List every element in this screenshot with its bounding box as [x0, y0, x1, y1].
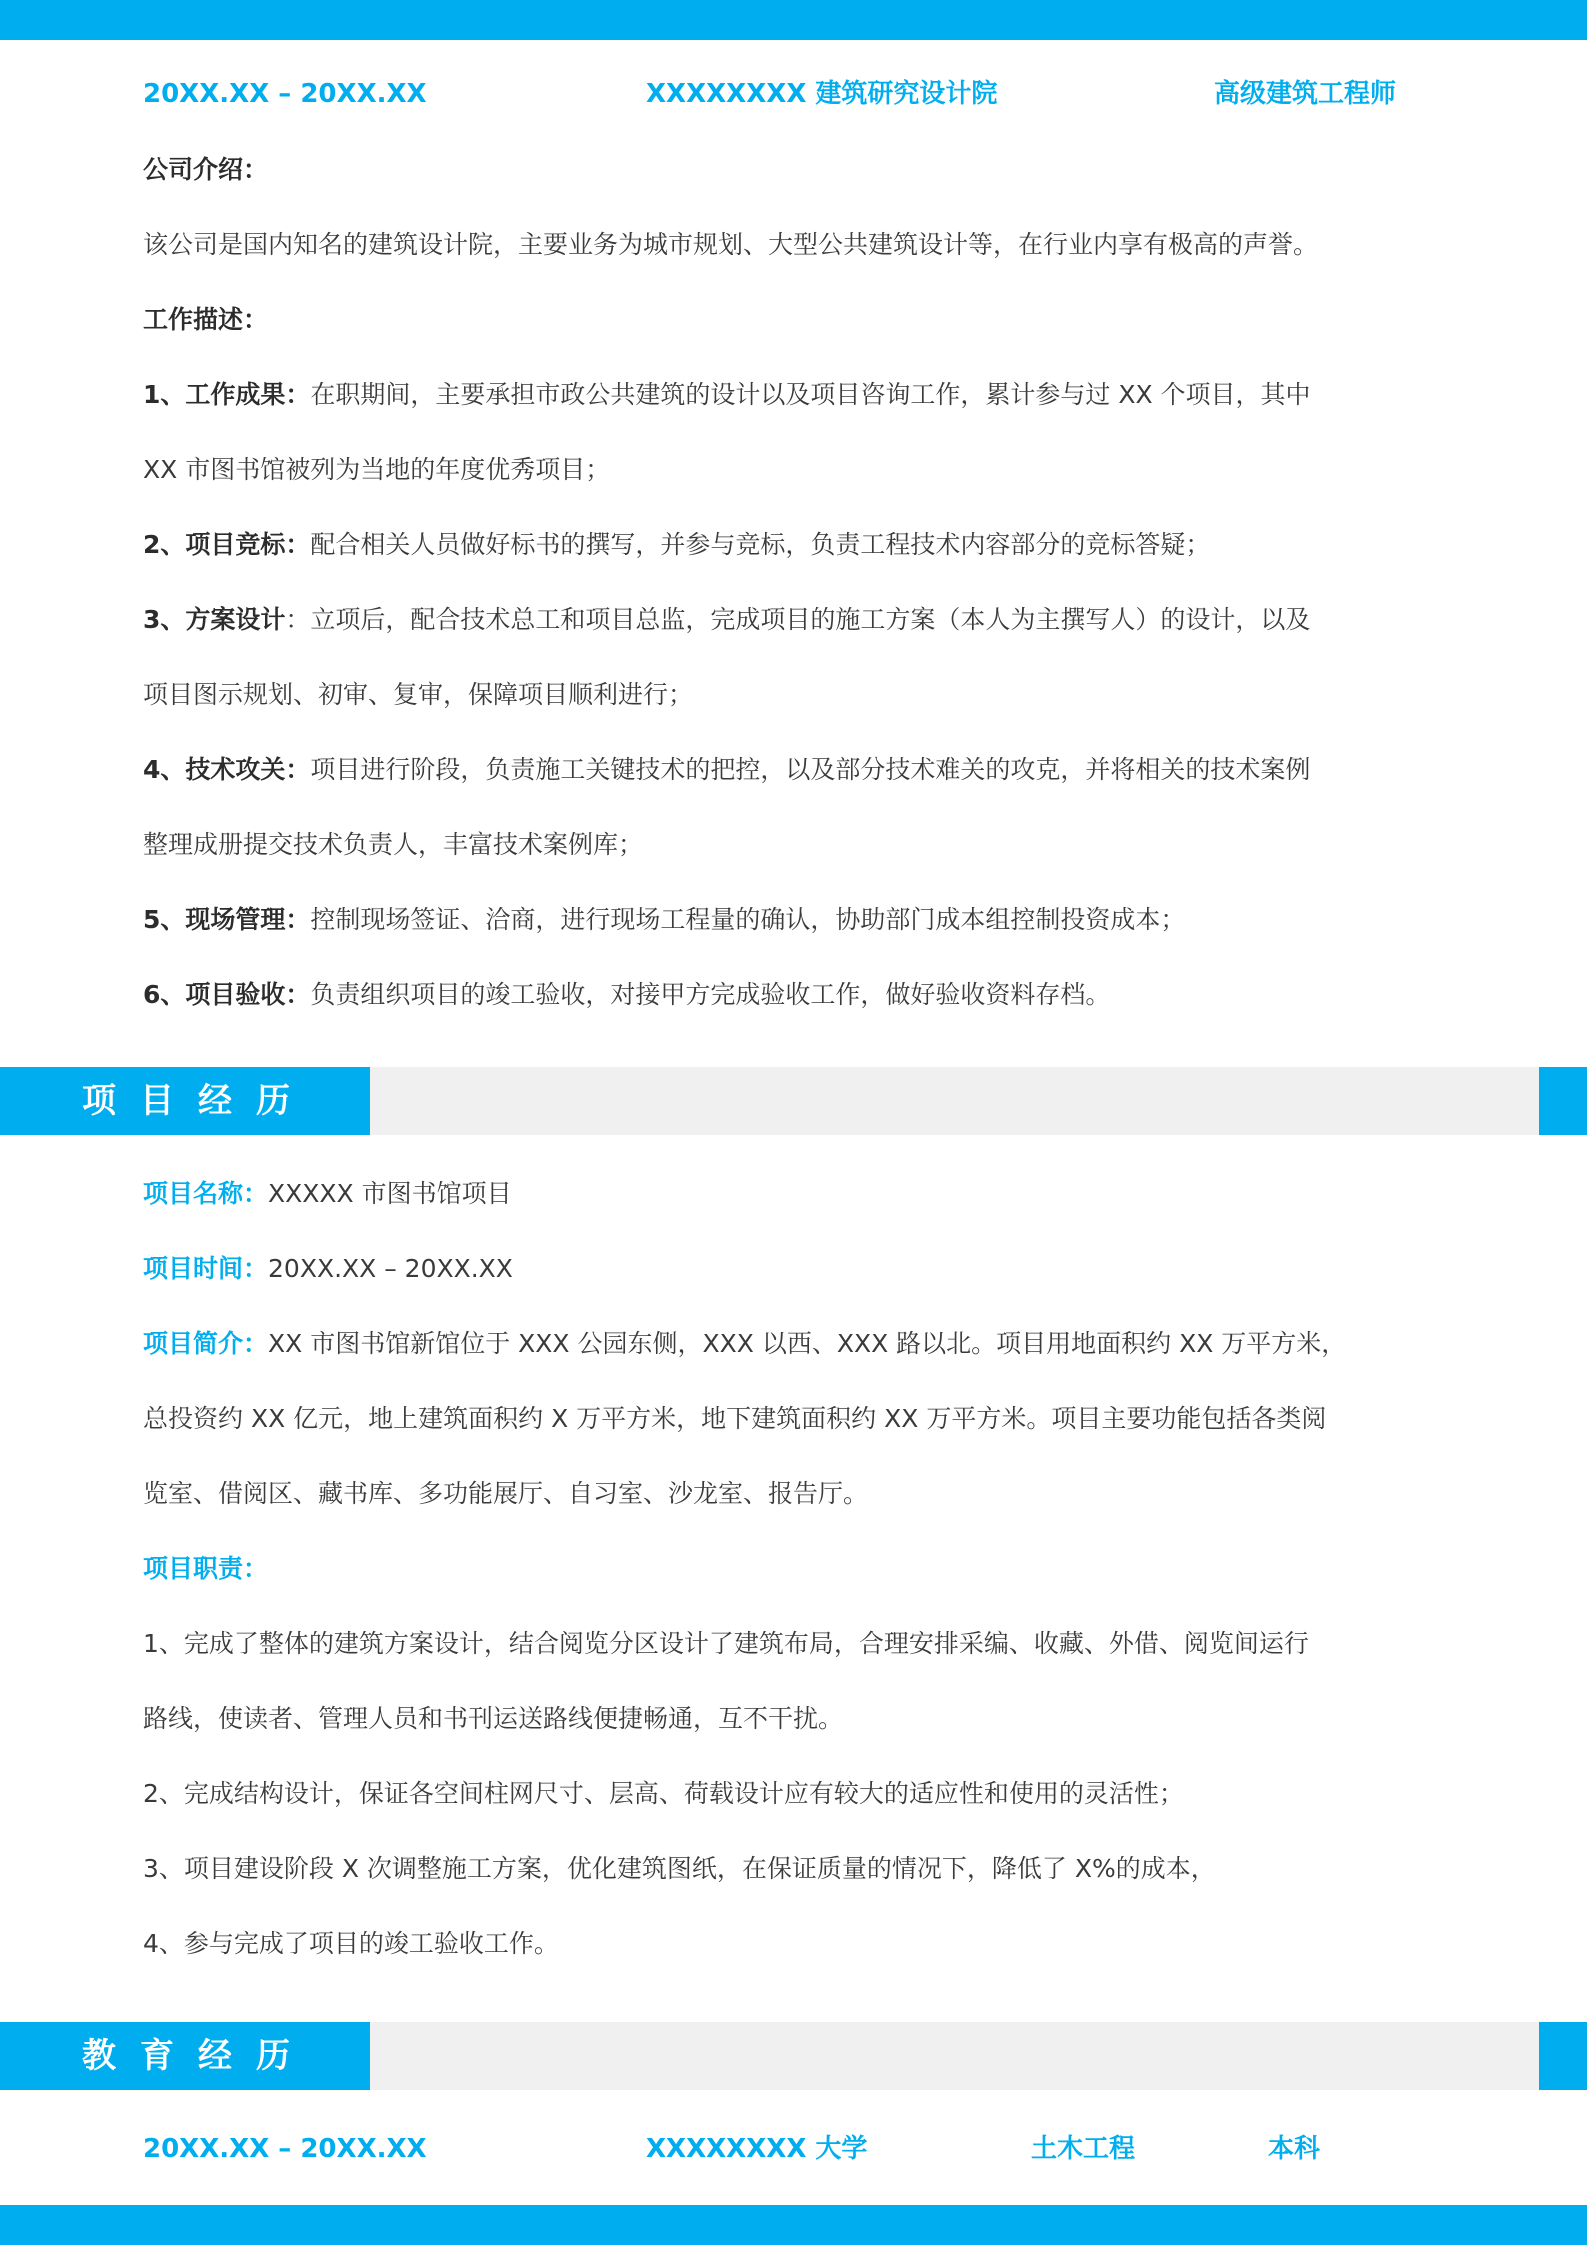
work-item-3 — [143, 602, 1453, 638]
project-duty-line: 2、完成结构设计，保证各空间柱网尺寸、层高、荷载设计应有较大的适应性和使用的灵活性； — [143, 1779, 1184, 1808]
work-item-label: 5、现场管理： — [143, 905, 311, 934]
work-item-label: 1、工作成果： — [143, 380, 311, 409]
project-name-row — [143, 1176, 1453, 1212]
work-item-text: 在职期间，主要承担市政公共建筑的设计以及项目咨询工作，累计参与过 XX 个项目，其中 — [310, 380, 1311, 409]
project-duty-line: 3、项目建设阶段 X 次调整施工方案，优化建筑图纸，在保证质量的情况下，降低了 X%的成本， — [143, 1854, 1216, 1883]
education-school: XXXXXXXX 大学 — [646, 2134, 868, 2164]
section-end-accent — [1539, 1067, 1587, 1135]
work-item-text: 负责组织项目的竣工验收，对接甲方完成验收工作，做好验收资料存档。 — [310, 980, 1111, 1009]
work-item-1 — [143, 377, 1453, 413]
project-intro-cont-1: 总投资约 XX 亿元，地上建筑面积约 X 万平方米，地下建筑面积约 XX 万平方米。项目主要功能包括各类阅 — [143, 1404, 1327, 1433]
work-item-2 — [143, 527, 1453, 563]
project-section-header — [0, 1067, 1587, 1135]
project-duty-line: 路线，使读者、管理人员和书刊运送路线便捷畅通，互不干扰。 — [143, 1704, 844, 1733]
bottom-accent-bar — [0, 2205, 1587, 2245]
project-name-label: 项目名称： — [143, 1179, 269, 1208]
work-item-4 — [143, 752, 1453, 788]
project-time-row — [143, 1251, 1453, 1287]
company-intro-text: 该公司是国内知名的建筑设计院，主要业务为城市规划、大型公共建筑设计等，在行业内享有极高的声誉。 — [143, 230, 1319, 259]
work-company: XXXXXXXX 建筑研究设计院 — [646, 79, 998, 109]
education-period: 20XX.XX – 20XX.XX — [143, 2134, 427, 2164]
work-item-label: 3、方案设计 — [143, 605, 286, 634]
project-duty-line: 4、参与完成了项目的竣工验收工作。 — [143, 1929, 559, 1958]
company-intro-heading: 公司介绍： — [143, 155, 269, 184]
work-item-label: 6、项目验收： — [143, 980, 311, 1009]
project-intro-label: 项目简介： — [143, 1329, 269, 1358]
work-item-4-cont: 整理成册提交技术负责人，丰富技术案例库； — [143, 830, 644, 859]
project-intro-row — [143, 1326, 1453, 1362]
work-position: 高级建筑工程师 — [1214, 79, 1397, 109]
top-accent-bar — [0, 0, 1587, 40]
education-section-header — [0, 2022, 1587, 2090]
education-major: 土木工程 — [1031, 2134, 1136, 2164]
education-section-title: 教育经历 — [0, 2022, 370, 2090]
work-item-3-cont: 项目图示规划、初审、复审，保障项目顺利进行； — [143, 680, 694, 709]
project-intro-text: XX 市图书馆新馆位于 XXX 公园东侧，XXX 以西、XXX 路以北。项目用地面积约 XX 万平方米， — [268, 1329, 1347, 1358]
project-time-value: 20XX.XX – 20XX.XX — [268, 1254, 513, 1283]
project-name-value: XXXXX 市图书馆项目 — [268, 1179, 512, 1208]
work-desc-heading: 工作描述： — [143, 305, 269, 334]
project-duty-line: 1、完成了整体的建筑方案设计，结合阅览分区设计了建筑布局，合理安排采编、收藏、外借、阅览间运行 — [143, 1629, 1309, 1658]
work-item-text: 控制现场签证、洽商，进行现场工程量的确认，协助部门成本组控制投资成本； — [310, 905, 1186, 934]
project-intro-cont-2: 览室、借阅区、藏书库、多功能展厅、自习室、沙龙室、报告厅。 — [143, 1479, 869, 1508]
work-item-1-cont: XX 市图书馆被列为当地的年度优秀项目； — [143, 455, 611, 484]
work-item-text: 配合相关人员做好标书的撰写，并参与竞标，负责工程技术内容部分的竞标答疑； — [310, 530, 1211, 559]
work-item-text: 项目进行阶段，负责施工关键技术的把控，以及部分技术难关的攻克，并将相关的技术案例 — [310, 755, 1311, 784]
section-end-accent — [1539, 2022, 1587, 2090]
project-time-label: 项目时间： — [143, 1254, 269, 1283]
education-degree: 本科 — [1268, 2134, 1321, 2164]
work-item-text: ：立项后，配合技术总工和项目总监，完成项目的施工方案（本人为主撰写人）的设计，以及 — [285, 605, 1311, 634]
work-item-label: 4、技术攻关： — [143, 755, 311, 784]
work-item-label: 2、项目竞标： — [143, 530, 311, 559]
project-duty-label: 项目职责： — [143, 1554, 269, 1583]
work-period: 20XX.XX – 20XX.XX — [143, 79, 427, 109]
work-item-6 — [143, 977, 1453, 1013]
work-item-5 — [143, 902, 1453, 938]
project-section-title: 项目经历 — [0, 1067, 370, 1135]
